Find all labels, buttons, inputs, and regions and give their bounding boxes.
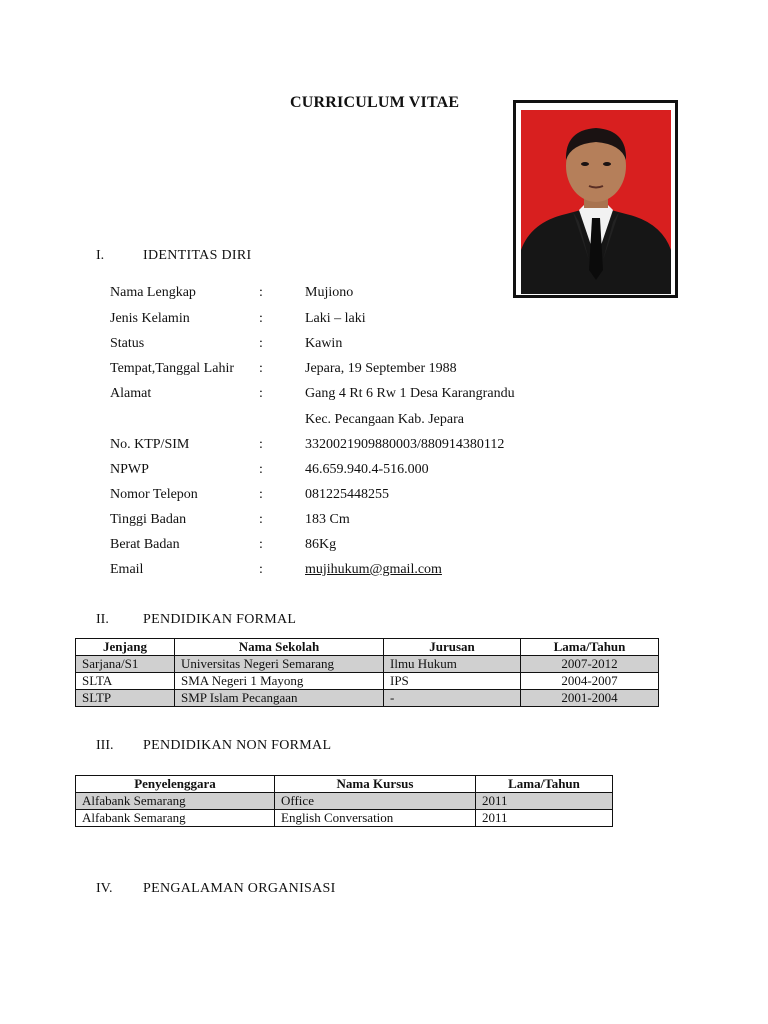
table-cell: Alfabank Semarang xyxy=(76,810,275,827)
section-title-identitas: IDENTITAS DIRI xyxy=(143,248,252,263)
label-ttl: Tempat,Tanggal Lahir xyxy=(110,361,234,376)
column-header: Lama/Tahun xyxy=(476,776,613,793)
table-cell: Alfabank Semarang xyxy=(76,793,275,810)
colon: : xyxy=(259,311,263,326)
section-number: III. xyxy=(96,738,114,753)
colon: : xyxy=(259,361,263,376)
colon: : xyxy=(259,336,263,351)
label-ktp: No. KTP/SIM xyxy=(110,437,190,452)
table-cell: SLTP xyxy=(76,690,175,707)
table-row xyxy=(76,690,659,707)
table-row xyxy=(76,656,659,673)
table-header-row xyxy=(76,639,659,656)
colon: : xyxy=(259,512,263,527)
label-nama: Nama Lengkap xyxy=(110,285,196,300)
table-cell: SLTA xyxy=(76,673,175,690)
table-cell: 2011 xyxy=(476,793,613,810)
portrait-image xyxy=(521,110,671,294)
table-cell: Office xyxy=(275,793,476,810)
label-berat: Berat Badan xyxy=(110,537,180,552)
section-number: IV. xyxy=(96,881,113,896)
section-number: II. xyxy=(96,612,109,627)
column-header: Jenjang xyxy=(76,639,175,656)
label-telepon: Nomor Telepon xyxy=(110,487,198,502)
colon: : xyxy=(259,437,263,452)
column-header: Lama/Tahun xyxy=(521,639,659,656)
value-ktp: 3320021909880003/880914380112 xyxy=(305,437,505,452)
value-alamat-line1: Gang 4 Rt 6 Rw 1 Desa Karangrandu xyxy=(305,386,515,401)
value-alamat-line2: Kec. Pecangaan Kab. Jepara xyxy=(305,412,464,427)
table-header-row xyxy=(76,776,613,793)
label-email: Email xyxy=(110,562,144,577)
value-ttl: Jepara, 19 September 1988 xyxy=(305,361,457,376)
section-title-pendidikan-formal: PENDIDIKAN FORMAL xyxy=(143,612,297,627)
profile-photo xyxy=(513,100,678,298)
table-cell: 2004-2007 xyxy=(521,673,659,690)
email-link[interactable]: mujihukum@gmail.com xyxy=(305,562,442,577)
table-row xyxy=(76,793,613,810)
value-npwp: 46.659.940.4-516.000 xyxy=(305,462,429,477)
label-status: Status xyxy=(110,336,145,351)
table-cell: Sarjana/S1 xyxy=(76,656,175,673)
label-alamat: Alamat xyxy=(110,386,152,401)
table-cell: Universitas Negeri Semarang xyxy=(175,656,384,673)
value-nama: Mujiono xyxy=(305,285,354,300)
table-cell: SMA Negeri 1 Mayong xyxy=(175,673,384,690)
colon: : xyxy=(259,562,263,577)
table-cell: IPS xyxy=(384,673,521,690)
table-cell: 2011 xyxy=(476,810,613,827)
value-jenis-kelamin: Laki – laki xyxy=(305,311,366,326)
table-cell: 2001-2004 xyxy=(521,690,659,707)
value-berat: 86Kg xyxy=(305,537,337,552)
table-cell: SMP Islam Pecangaan xyxy=(175,690,384,707)
table-cell: 2007-2012 xyxy=(521,656,659,673)
table-cell: - xyxy=(384,690,521,707)
section-title-pendidikan-non-formal: PENDIDIKAN NON FORMAL xyxy=(143,738,332,753)
section-title-pengalaman-organisasi: PENGALAMAN ORGANISASI xyxy=(143,881,336,896)
section-number: I. xyxy=(96,248,105,263)
colon: : xyxy=(259,487,263,502)
formal-education-table xyxy=(75,638,659,707)
colon: : xyxy=(259,537,263,552)
document-title: CURRICULUM VITAE xyxy=(290,94,460,111)
value-telepon: 081225448255 xyxy=(305,487,389,502)
label-npwp: NPWP xyxy=(110,462,149,477)
column-header: Nama Sekolah xyxy=(175,639,384,656)
colon: : xyxy=(259,462,263,477)
table-row xyxy=(76,810,613,827)
column-header: Nama Kursus xyxy=(275,776,476,793)
colon: : xyxy=(259,285,263,300)
column-header: Penyelenggara xyxy=(76,776,275,793)
column-header: Jurusan xyxy=(384,639,521,656)
table-cell: Ilmu Hukum xyxy=(384,656,521,673)
label-tinggi: Tinggi Badan xyxy=(110,512,187,527)
value-tinggi: 183 Cm xyxy=(305,512,350,527)
non-formal-education-table xyxy=(75,775,613,827)
label-jenis-kelamin: Jenis Kelamin xyxy=(110,311,190,326)
value-status: Kawin xyxy=(305,336,343,351)
table-row xyxy=(76,673,659,690)
colon: : xyxy=(259,386,263,401)
table-cell: English Conversation xyxy=(275,810,476,827)
